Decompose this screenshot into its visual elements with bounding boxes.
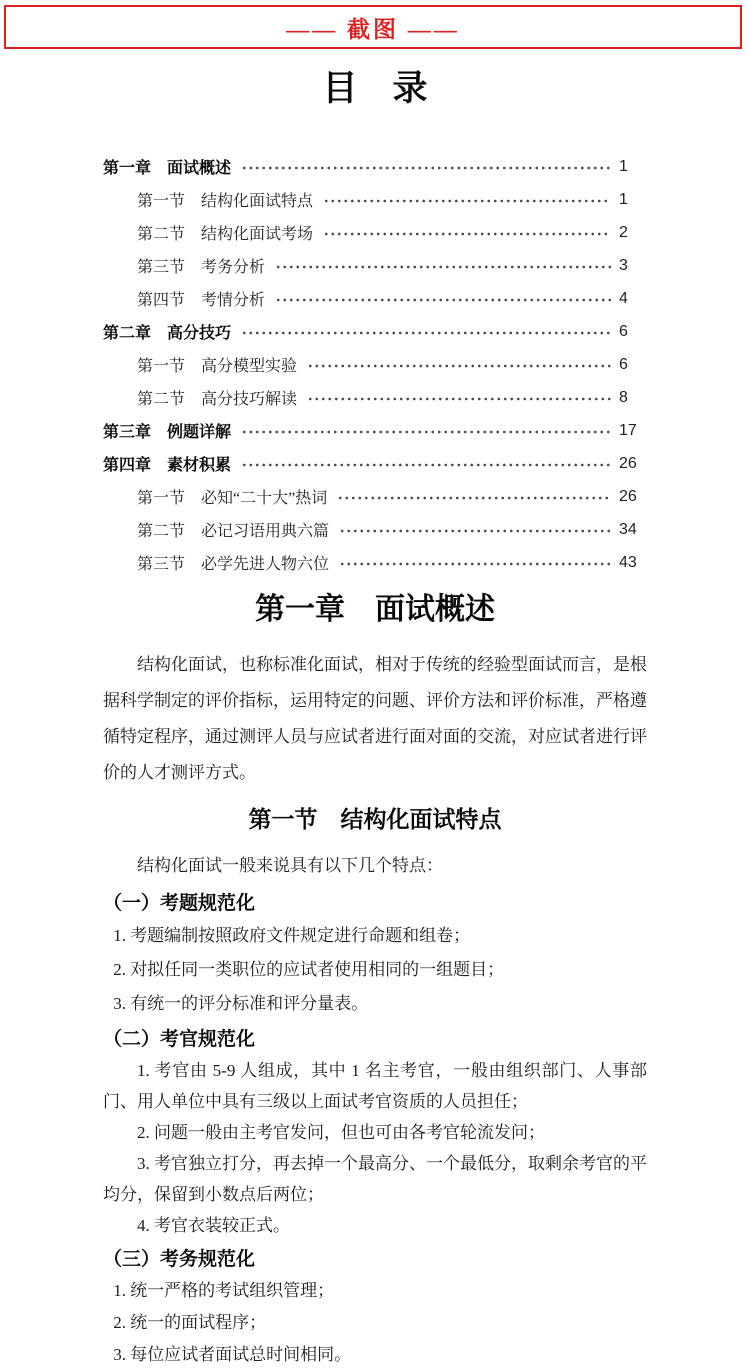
list-item: 3. 每位应试者面试总时间相同。	[113, 1345, 352, 1364]
dot-leader	[323, 193, 611, 209]
subsection-title: （二）考官规范化	[103, 1029, 256, 1050]
toc-entry-label: 第一节 高分模型实验	[137, 358, 298, 375]
toc-row	[103, 447, 647, 480]
toc-page-number: 26	[619, 454, 637, 472]
toc-page-number: 1	[619, 157, 628, 175]
subsection-list	[103, 919, 647, 1021]
toc-entry-label: 第一节 必知“二十大”热词	[137, 490, 328, 507]
table-of-contents	[103, 150, 647, 579]
toc-entry-label: 第四节 考情分析	[137, 292, 266, 309]
toc-page-number: 2	[619, 223, 628, 241]
toc-entry-label: 第三节 考务分析	[137, 259, 266, 276]
list-item: 2. 统一的面试程序；	[113, 1313, 267, 1332]
toc-page-number: 34	[619, 520, 637, 538]
toc-entry-label: 第一节 结构化面试特点	[137, 193, 314, 210]
toc-row	[103, 183, 647, 216]
subsection-title: （一）考题规范化	[103, 893, 256, 914]
list-item: 3. 有统一的评分标准和评分量表。	[113, 994, 369, 1013]
section-heading: 第一节 结构化面试特点	[248, 806, 502, 832]
toc-row	[103, 315, 647, 348]
toc-row	[103, 480, 647, 513]
toc-page-number: 6	[619, 355, 628, 373]
toc-entry-label: 第一章 面试概述	[103, 160, 232, 177]
toc-row	[103, 249, 647, 282]
document-page	[103, 0, 647, 1371]
toc-page-number: 43	[619, 553, 637, 571]
dot-leader	[307, 358, 611, 374]
toc-page-number: 26	[619, 487, 637, 505]
toc-row	[103, 216, 647, 249]
dot-leader	[275, 259, 611, 275]
toc-entry-label: 第二节 结构化面试考场	[137, 226, 314, 243]
toc-row	[103, 414, 647, 447]
toc-page-number: 17	[619, 421, 637, 439]
subsection-list	[103, 1275, 647, 1371]
dot-leader	[339, 523, 611, 539]
list-item: 2. 问题一般由主考官发问，但也可由各考官轮流发问；	[137, 1123, 545, 1142]
dot-leader	[241, 160, 611, 176]
screenshot-banner-label: —— 截图 ——	[286, 16, 460, 42]
toc-entry-label: 第四章 素材积累	[103, 457, 232, 474]
dot-leader	[241, 457, 611, 473]
toc-page-number: 4	[619, 289, 628, 307]
toc-page-number: 6	[619, 322, 628, 340]
toc-row	[103, 381, 647, 414]
toc-entry-label: 第二章 高分技巧	[103, 325, 232, 342]
dot-leader	[307, 391, 611, 407]
toc-row	[103, 348, 647, 381]
toc-row	[103, 150, 647, 183]
toc-page-number: 3	[619, 256, 628, 274]
dot-leader	[241, 424, 611, 440]
dot-leader	[337, 490, 611, 506]
toc-entry-label: 第二节 高分技巧解读	[137, 391, 298, 408]
toc-row	[103, 546, 647, 579]
toc-entry-label: 第三节 必学先进人物六位	[137, 556, 330, 573]
dot-leader	[323, 226, 611, 242]
list-item: 3. 考官独立打分，再去掉一个最高分、一个最低分，取剩余考官的平均分，保留到小数点后两位；	[103, 1154, 647, 1204]
list-item: 1. 考题编制按照政府文件规定进行命题和组卷；	[113, 926, 471, 945]
list-item: 1. 统一严格的考试组织管理；	[113, 1281, 335, 1300]
dot-leader	[275, 292, 611, 308]
list-item: 2. 对拟任同一类职位的应试者使用相同的一组题目；	[113, 960, 505, 979]
toc-entry-label: 第二节 必记习语用典六篇	[137, 523, 330, 540]
chapter-heading: 第一章 面试概述	[255, 593, 495, 626]
toc-row	[103, 513, 647, 546]
dot-leader	[339, 556, 611, 572]
list-item: 1. 考官由 5-9 人组成，其中 1 名主考官，一般由组织部门、人事部门、用人单位中具有三级以上面试考官资质的人员担任；	[103, 1061, 647, 1111]
toc-row	[103, 282, 647, 315]
chapter-intro-paragraph: 结构化面试，也称标准化面试，相对于传统的经验型面试而言，是根据科学制定的评价指标，运用特定的问题、评价方法和评价标准，严格遵循特定程序，通过测评人员与应试者进行面对面的交流，对应试者进行评价的人才测评方式。	[103, 655, 647, 782]
toc-page-number: 1	[619, 190, 628, 208]
section-lead: 结构化面试一般来说具有以下几个特点：	[137, 856, 443, 875]
subsection-title: （三）考务规范化	[103, 1249, 256, 1270]
list-item: 4. 考官衣装较正式。	[137, 1216, 290, 1235]
subsection-list	[103, 1055, 647, 1241]
toc-page-number: 8	[619, 388, 628, 406]
toc-title: 目 录	[322, 69, 428, 108]
dot-leader	[241, 325, 611, 341]
toc-entry-label: 第三章 例题详解	[103, 424, 232, 441]
